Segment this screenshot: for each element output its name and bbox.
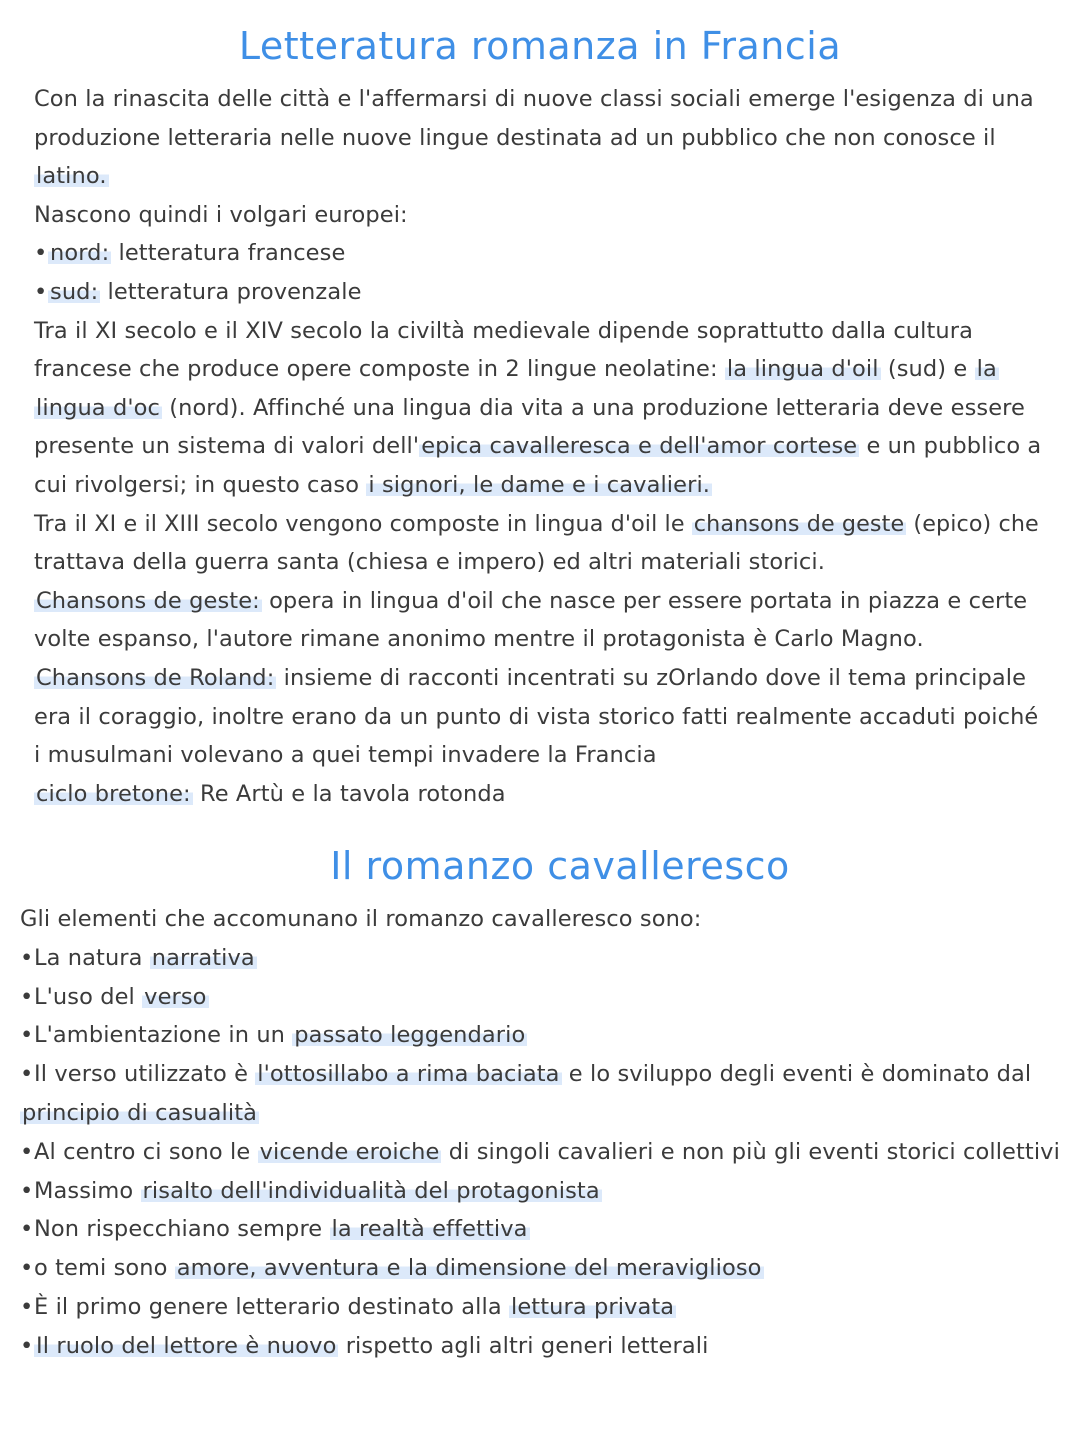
highlight: ciclo bretone: [36, 780, 191, 807]
highlight: principio di casualità [22, 1099, 258, 1126]
bullet-item [20, 1249, 1065, 1288]
bullet-icon: • [20, 944, 34, 971]
highlight: risalto dell'individualità del protagonista [142, 1177, 600, 1204]
highlight: amore, avventura e la dimensione del meraviglioso [176, 1255, 762, 1282]
text-span: Al centro ci sono le [34, 1138, 258, 1165]
bullet-item [20, 1288, 1065, 1327]
highlight: la realtà effettiva [331, 1216, 528, 1243]
bullet-item [20, 1172, 1065, 1211]
text-span: insieme di racconti incentrati su zOrlando dove il tema principale [276, 664, 1027, 691]
text-span: Massimo [34, 1177, 141, 1204]
bullet-item [20, 1133, 1065, 1172]
bullet-icon: • [20, 1216, 34, 1243]
highlight: la [976, 356, 997, 383]
highlight: passato leggendario [294, 1022, 526, 1049]
bullet-item [20, 1327, 1065, 1366]
text-line [34, 582, 1044, 621]
bullet-icon: • [20, 983, 34, 1010]
highlight: sud: [50, 278, 99, 305]
text-span: Il verso utilizzato è [34, 1061, 256, 1088]
text-line: trattava della guerra santa (chiesa e impero) ed altri materiali storici. [34, 549, 825, 576]
text-line [20, 1094, 1065, 1133]
bullet-item [20, 1210, 1065, 1249]
text-line [34, 775, 1044, 814]
bullet-icon: • [20, 1293, 34, 1320]
section-romanzo-cavalleresco-body [20, 900, 1065, 1366]
text-span: Tra il XI e il XIII secolo vengono composte in lingua d'oil le [34, 510, 692, 537]
bullet-item [34, 234, 1044, 273]
bullet-item [20, 1055, 1065, 1094]
text-span: (nord). Affinché una lingua dia vita a una produzione letteraria deve essere [161, 394, 1025, 421]
text-line: Gli elementi che accomunano il romanzo cavalleresco sono: [20, 906, 702, 932]
section-title-letteratura-romanza: Letteratura romanza in Francia [238, 24, 842, 68]
bullet-item [34, 273, 1044, 312]
text-span: Non rispecchiano sempre [34, 1216, 330, 1243]
text-span: e un pubblico a [859, 433, 1042, 460]
text-span: francese che produce opere composte in 2 lingue neolatine: [34, 356, 725, 383]
text-span: o temi sono [34, 1255, 175, 1282]
text-span: letteratura provenzale [100, 278, 362, 305]
text-span: Re Artù e la tavola rotonda [192, 780, 506, 807]
text-line [34, 505, 1044, 544]
highlight: nord: [50, 240, 110, 267]
highlight: Il ruolo del lettore è nuovo [36, 1332, 337, 1359]
text-line: Nascono quindi i volgari europei: [34, 201, 408, 228]
highlight: i signori, le dame e i cavalieri. [368, 471, 711, 498]
bullet-item [20, 1016, 1065, 1055]
text-span: cui rivolgersi; in questo caso [34, 471, 367, 498]
text-span: L'uso del [34, 983, 143, 1010]
section-letteratura-romanza-body [34, 80, 1044, 813]
bullet-icon: • [20, 1022, 34, 1049]
bullet-item [20, 978, 1065, 1017]
bullet-icon: • [20, 1061, 34, 1088]
text-span: e lo sviluppo degli eventi è dominato dal [561, 1061, 1032, 1088]
highlight: chansons de geste [693, 510, 905, 537]
text-line: produzione letteraria nelle nuove lingue destinata ad un pubblico che non conosce il [34, 124, 996, 151]
text-line [34, 389, 1044, 428]
text-span: (sud) e [880, 356, 975, 383]
text-line: volte espanso, l'autore rimane anonimo mentre il protagonista è Carlo Magno. [34, 626, 924, 653]
text-line [34, 659, 1044, 698]
text-line [34, 157, 1044, 196]
text-line: Con la rinascita delle città e l'affermarsi di nuove classi sociali emerge l'esigenza di una [34, 86, 1034, 112]
text-line: i musulmani volevano a quei tempi invadere la Francia [34, 742, 657, 769]
bullet-icon: • [20, 1332, 34, 1359]
text-span: rispetto agli altri generi letterali [338, 1332, 709, 1359]
text-span: L'ambientazione in un [34, 1022, 293, 1049]
text-line [34, 427, 1044, 466]
highlight: l'ottosillabo a rima baciata [257, 1061, 560, 1088]
highlight: lingua d'oc [36, 394, 160, 421]
highlight: vicende eroiche [259, 1138, 440, 1165]
bullet-item [20, 939, 1065, 978]
highlight: la lingua d'oil [726, 356, 879, 383]
text-span: (epico) che [906, 510, 1039, 537]
highlight: latino. [36, 163, 107, 190]
text-span: opera in lingua d'oil che nasce per essere portata in piazza e certe [261, 587, 1028, 614]
text-span: letteratura francese [111, 240, 346, 267]
highlight: epica cavalleresca e dell'amor cortese [421, 433, 858, 460]
highlight: narrativa [151, 944, 255, 971]
text-span: di singoli cavalieri e non più gli eventi storici collettivi [441, 1138, 1060, 1165]
section-title-romanzo-cavalleresco: Il romanzo cavalleresco [330, 844, 790, 888]
text-line [34, 350, 1044, 389]
text-span: È il primo genere letterario destinato alla [34, 1293, 509, 1320]
highlight: lettura privata [511, 1293, 675, 1320]
text-line: era il coraggio, inoltre erano da un punto di vista storico fatti realmente accaduti poiché [34, 703, 1039, 730]
bullet-icon: • [20, 1138, 34, 1165]
highlight: Chansons de Roland: [36, 664, 275, 691]
bullet-icon: • [34, 240, 48, 267]
bullet-icon: • [34, 278, 48, 305]
text-line: Tra il XI secolo e il XIV secolo la civiltà medievale dipende soprattutto dalla cultura [34, 317, 974, 344]
bullet-icon: • [20, 1177, 34, 1204]
bullet-icon: • [20, 1255, 34, 1282]
text-span: La natura [34, 944, 150, 971]
text-line [34, 466, 1044, 505]
text-span: presente un sistema di valori dell' [34, 433, 420, 460]
highlight: verso [144, 983, 207, 1010]
highlight: Chansons de geste: [36, 587, 260, 614]
